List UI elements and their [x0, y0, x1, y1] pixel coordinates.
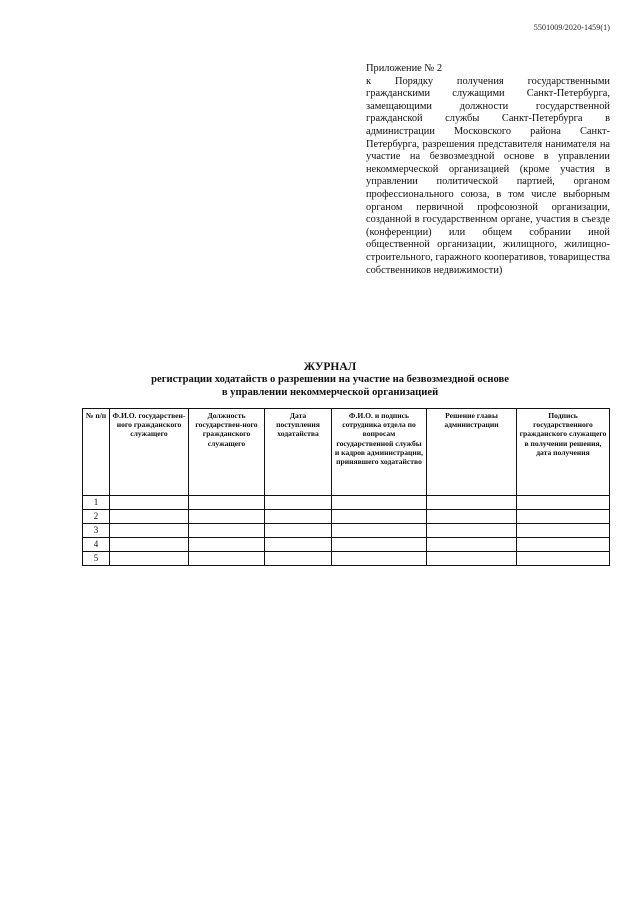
- table-cell: [332, 524, 427, 538]
- table-row: [83, 524, 610, 538]
- register-table: [82, 408, 610, 566]
- header-employee-name: Ф.И.О. государствен-ного гражданского служащего: [110, 409, 189, 496]
- row-number: 2: [83, 510, 110, 524]
- header-receiving-officer: Ф.И.О. и подпись сотрудника отдела по вопросам государственной службы и кадров администрации, принявшего ходатайство: [332, 409, 427, 496]
- table-row: [83, 496, 610, 510]
- table-cell: [110, 552, 189, 566]
- table-cell: [517, 496, 610, 510]
- header-decision: Решение главы администрации: [427, 409, 517, 496]
- journal-subtitle-line2: в управлении некоммерческой организацией: [221, 386, 439, 398]
- table-cell: [517, 538, 610, 552]
- journal-subtitle-line1: регистрации ходатайств о разрешении на участие на безвозмездной основе: [151, 374, 509, 385]
- table-cell: [189, 496, 265, 510]
- table-cell: [189, 552, 265, 566]
- table-cell: [517, 510, 610, 524]
- journal-heading: [80, 360, 580, 399]
- header-receipt-date: Дата поступления ходатайства: [265, 409, 332, 496]
- table-cell: [265, 496, 332, 510]
- table-cell: [265, 552, 332, 566]
- table-cell: [265, 510, 332, 524]
- table-cell: [332, 496, 427, 510]
- header-signature: Подпись государственного гражданского служащего в получении решения, дата получения: [517, 409, 610, 496]
- table-cell: [110, 538, 189, 552]
- table-row: [83, 510, 610, 524]
- table-cell: [332, 510, 427, 524]
- row-number: 5: [83, 552, 110, 566]
- table-cell: [110, 524, 189, 538]
- table-cell: [427, 496, 517, 510]
- document-number: 5501009/2020-1459(1): [533, 23, 610, 32]
- table-row: [83, 538, 610, 552]
- appendix-body: к Порядку получения государственными гражданскими служащими Санкт-Петербурга, замещающими должности государственной гражданской службы Санкт-Петербурга в администрации Московского района Санкт-Петербурга, разрешения представителя нанимателя на участие на безвозмездной основе в управлении некоммерческой организацией (кроме участия в управлении политической партией, органом профессионального союза, в том числе выборным органом первичной профсоюзной организации, созданной в государственном органе, участия в съезде (конференции) или общем собрании иной общественной организации, жилищного, жилищно-строительного, гаражного кооперативов, товарищества собственников недвижимости): [366, 75, 610, 276]
- table-cell: [189, 524, 265, 538]
- table-header-row: [83, 409, 610, 496]
- table-row: [83, 552, 610, 566]
- row-number: 1: [83, 496, 110, 510]
- row-number: 3: [83, 524, 110, 538]
- appendix-title: Приложение № 2: [366, 63, 443, 74]
- table-cell: [332, 552, 427, 566]
- table-cell: [427, 552, 517, 566]
- table-cell: [265, 538, 332, 552]
- header-number: № п/п: [83, 409, 110, 496]
- table-cell: [427, 524, 517, 538]
- table-cell: [110, 496, 189, 510]
- header-position: Должность государствен-ного гражданского служащего: [189, 409, 265, 496]
- table-cell: [517, 524, 610, 538]
- appendix-block: [366, 63, 610, 277]
- table-cell: [265, 524, 332, 538]
- table-cell: [332, 538, 427, 552]
- table-cell: [110, 510, 189, 524]
- row-number: 4: [83, 538, 110, 552]
- table-cell: [427, 538, 517, 552]
- table-cell: [189, 510, 265, 524]
- table-cell: [189, 538, 265, 552]
- table-cell: [427, 510, 517, 524]
- journal-title: ЖУРНАЛ: [303, 361, 357, 373]
- table-cell: [517, 552, 610, 566]
